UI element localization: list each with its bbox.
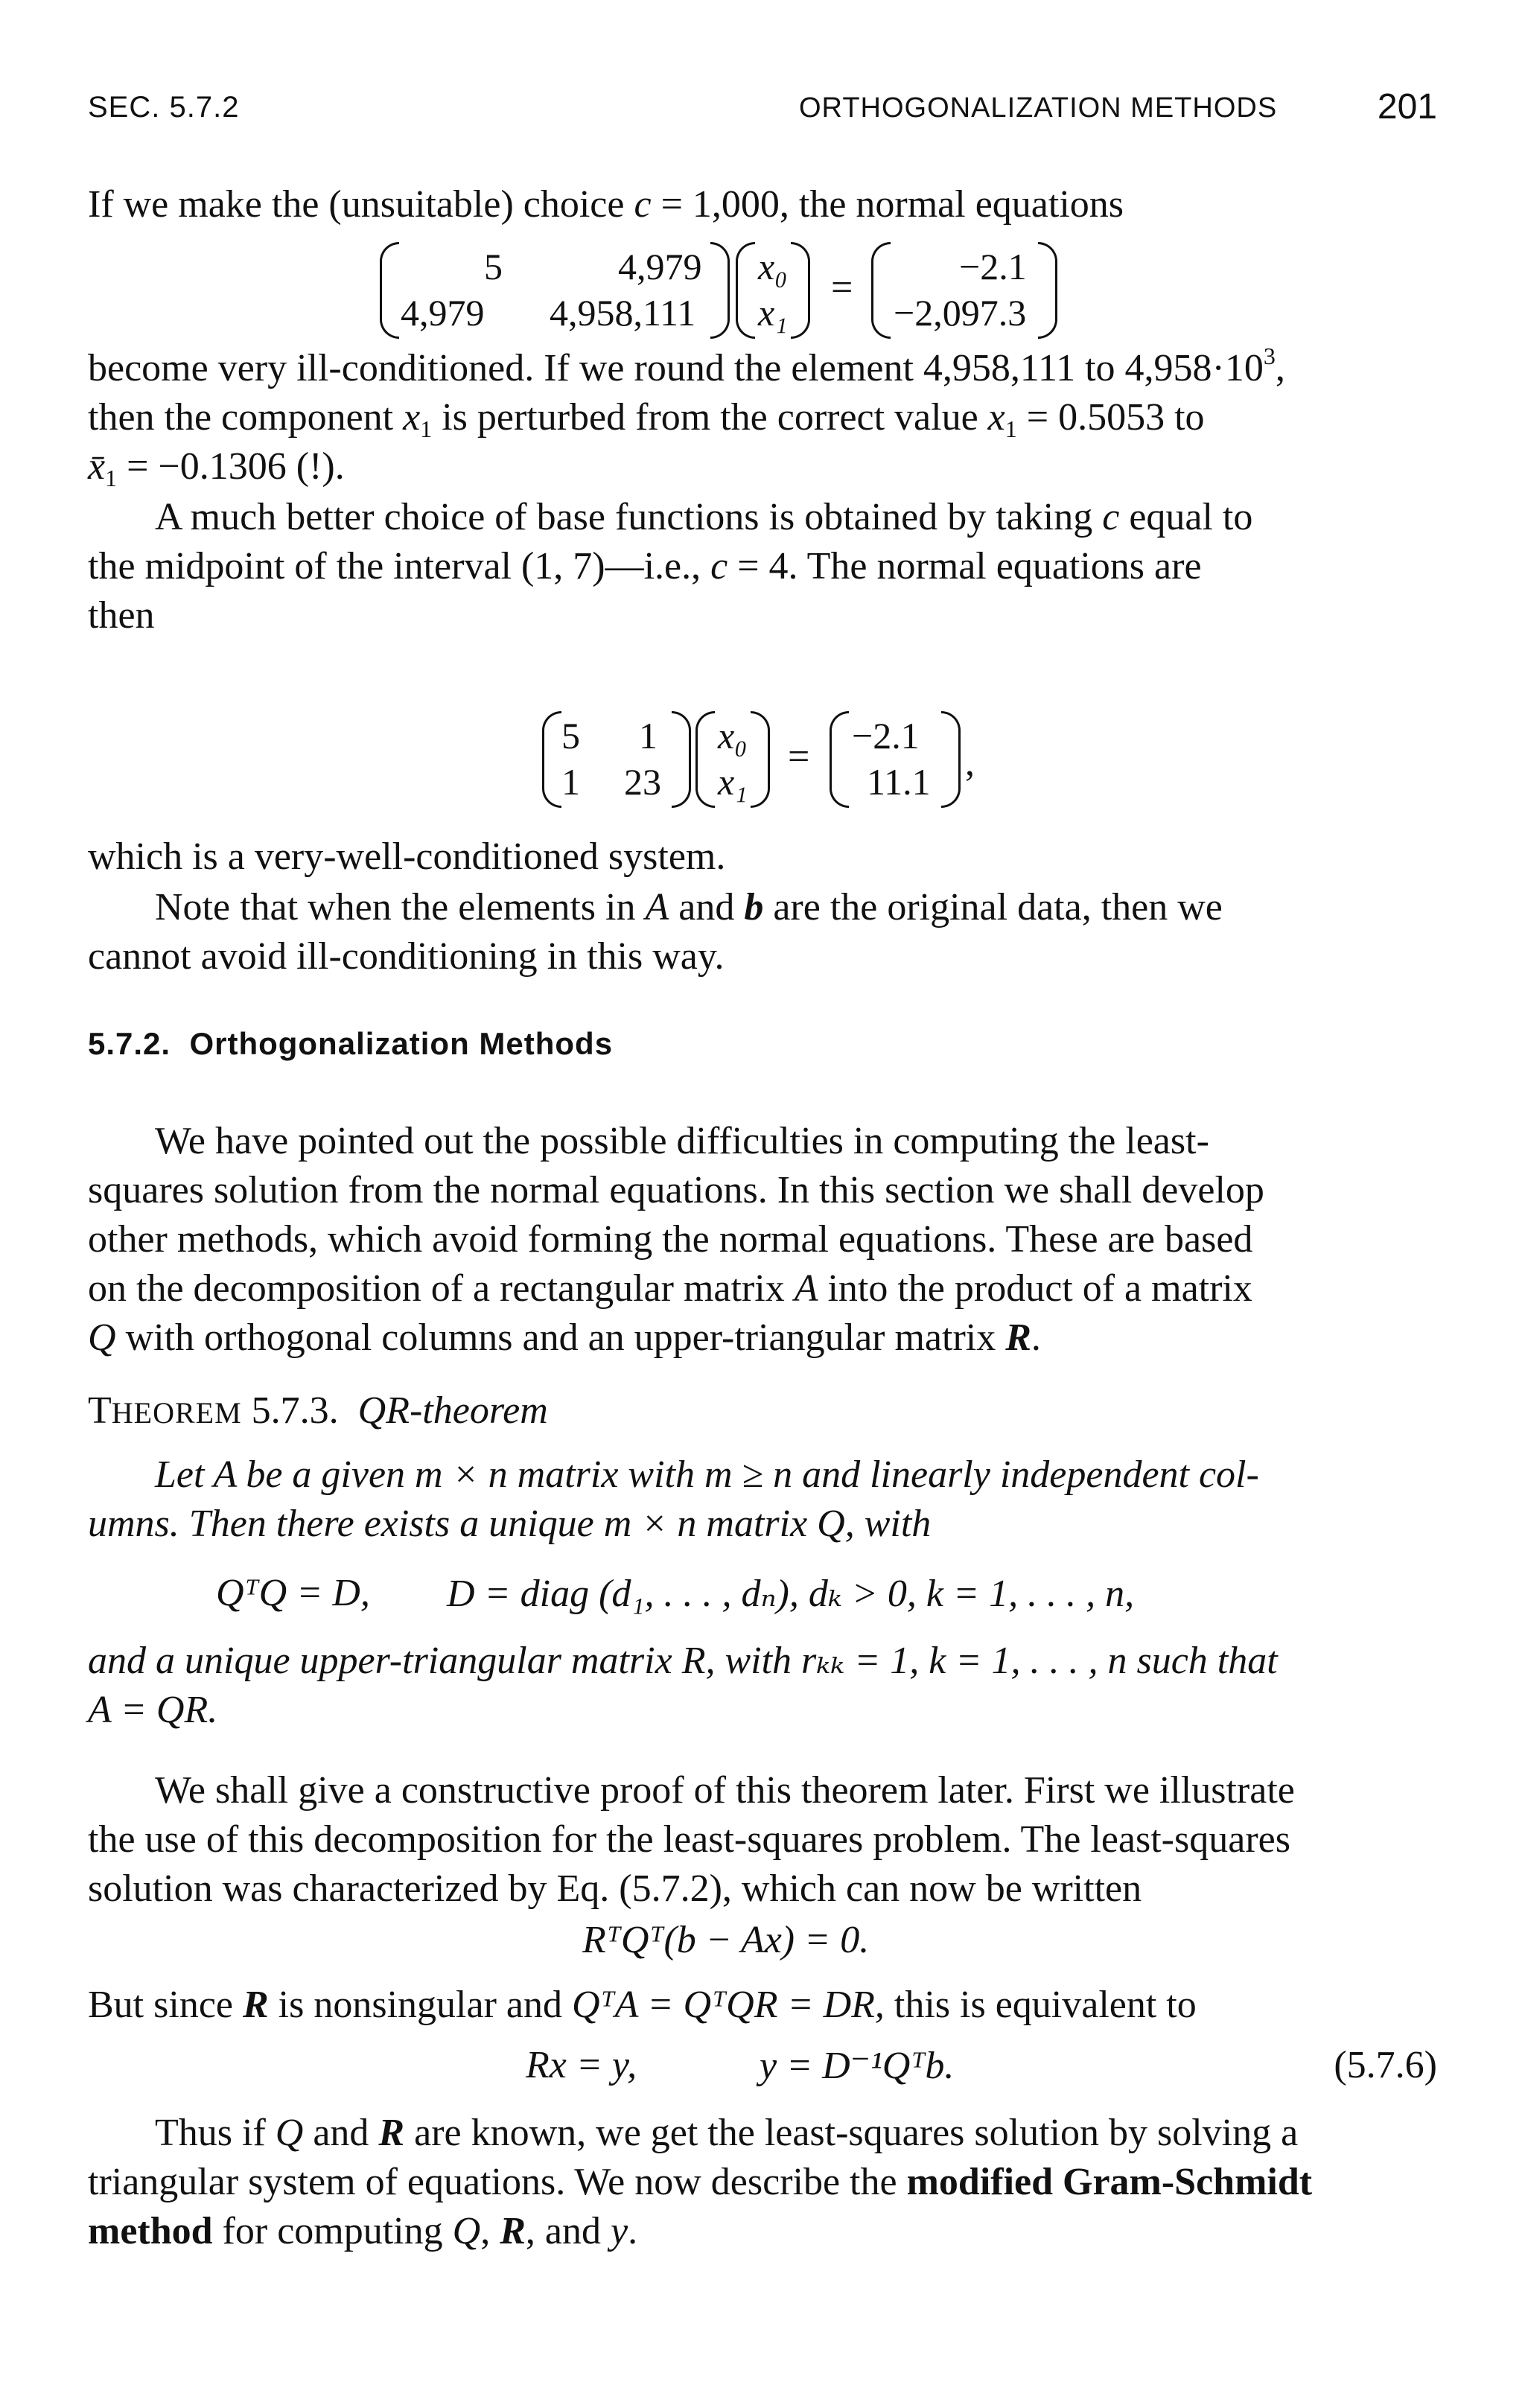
coefficient-matrix: 5 4,979 4,979 4,958,111 <box>380 242 730 339</box>
paragraph-constructive-proof: We shall give a constructive proof of this theorem later. First we illustrate the use of this decomposition for the least-squares problem. The least-squares solution was characterized by Eq. (5.7.2), which can now be written <box>88 1769 1295 1910</box>
equation-rx-y: Rx = y, <box>526 2044 637 2086</box>
running-title: ORTHOGONALIZATION METHODS <box>799 92 1278 124</box>
equation-y-def: y = D⁻¹Qᵀb. <box>760 2045 955 2087</box>
paragraph-nonsingular: But since R is nonsingular and QᵀA = QᵀQR = DR, this is equivalent to <box>88 1984 1197 2026</box>
theorem-statement-cont: and a unique upper-triangular matrix R, with rₖₖ = 1, k = 1, . . . , n such that A = QR. <box>88 1640 1278 1731</box>
paragraph-intro-orthogonalization: We have pointed out the possible difficulties in computing the least- squares solution from the normal equations. In this section we shall develop other methods, which avoid forming the normal equations. These are based on the decomposition of a rectangular matrix A into the product of a matrix Q with orthogonal columns and an upper-triangular matrix R. <box>88 1120 1264 1359</box>
paragraph-well-conditioned: which is a very-well-conditioned system. <box>88 835 726 878</box>
section-heading: 5.7.2. Orthogonalization Methods <box>88 1026 614 1061</box>
paragraph-unsuitable-choice: If we make the (unsuitable) choice c = 1,000, the normal equations <box>88 183 1124 226</box>
theorem-label: THEOREM 5.7.3. QR-theorem <box>88 1389 548 1432</box>
theorem-display-diag: D = diag (d₁, . . . , dₙ), dₖ > 0, k = 1, . . . , n, <box>447 1573 1135 1615</box>
paragraph-gram-schmidt: Thus if Q and R are known, we get the least-squares solution by solving a triangular system of equations. We now describe the modified Gram-Schmidt method for computing Q, R, and y. <box>88 2112 1313 2252</box>
theorem-display-qtq: QᵀQ = D, <box>216 1572 370 1614</box>
running-head <box>88 83 1437 128</box>
paragraph-better-choice: A much better choice of base functions is obtained by taking c equal to the midpoint of the interval (1, 7)—i.e., c = 4. The normal equations are then <box>88 496 1253 637</box>
rhs-vector: −2.1 −2,097.3 <box>871 242 1057 339</box>
section-reference: SEC. 5.7.2 <box>88 91 240 124</box>
coefficient-matrix-2: 5 1 1 23 <box>542 711 691 808</box>
normal-equations-c1000: 5 4,979 4,979 4,958,111 x₀ x₁ = −2.1 −2,097.3 <box>380 242 1162 339</box>
paragraph-ill-conditioned: become very ill-conditioned. If we round the element 4,958,111 to $4,958\cdot 10^3$, then the component $x_1$ is perturbed from the correct value $x_1 = 0.5053$ to $x̄_1 = -0.1306$ (!). <box>88 343 1285 491</box>
paragraph-note: Note that when the elements in A and b are the original data, then we cannot avoid ill-conditioning in this way. <box>88 886 1223 978</box>
page-number: 201 <box>1377 87 1437 127</box>
rhs-vector-2: −2.1 11.1 <box>830 711 961 808</box>
unknown-vector: x₀ x₁ <box>736 242 810 339</box>
normal-equations-c4: 5 1 1 23 x₀ x₁ = −2.1 11.1 , <box>542 711 1004 808</box>
equation-number: (5.7.6) <box>1334 2044 1437 2086</box>
equation-normal-qr: RᵀQᵀ(b − Ax) = 0. <box>582 1919 870 1961</box>
unknown-vector-2: x₀ x₁ <box>695 711 770 808</box>
theorem-statement: Let A be a given m × n matrix with m ≥ n and linearly independent col- umns. Then there exists a unique m × n matrix Q, with <box>88 1453 1259 1545</box>
